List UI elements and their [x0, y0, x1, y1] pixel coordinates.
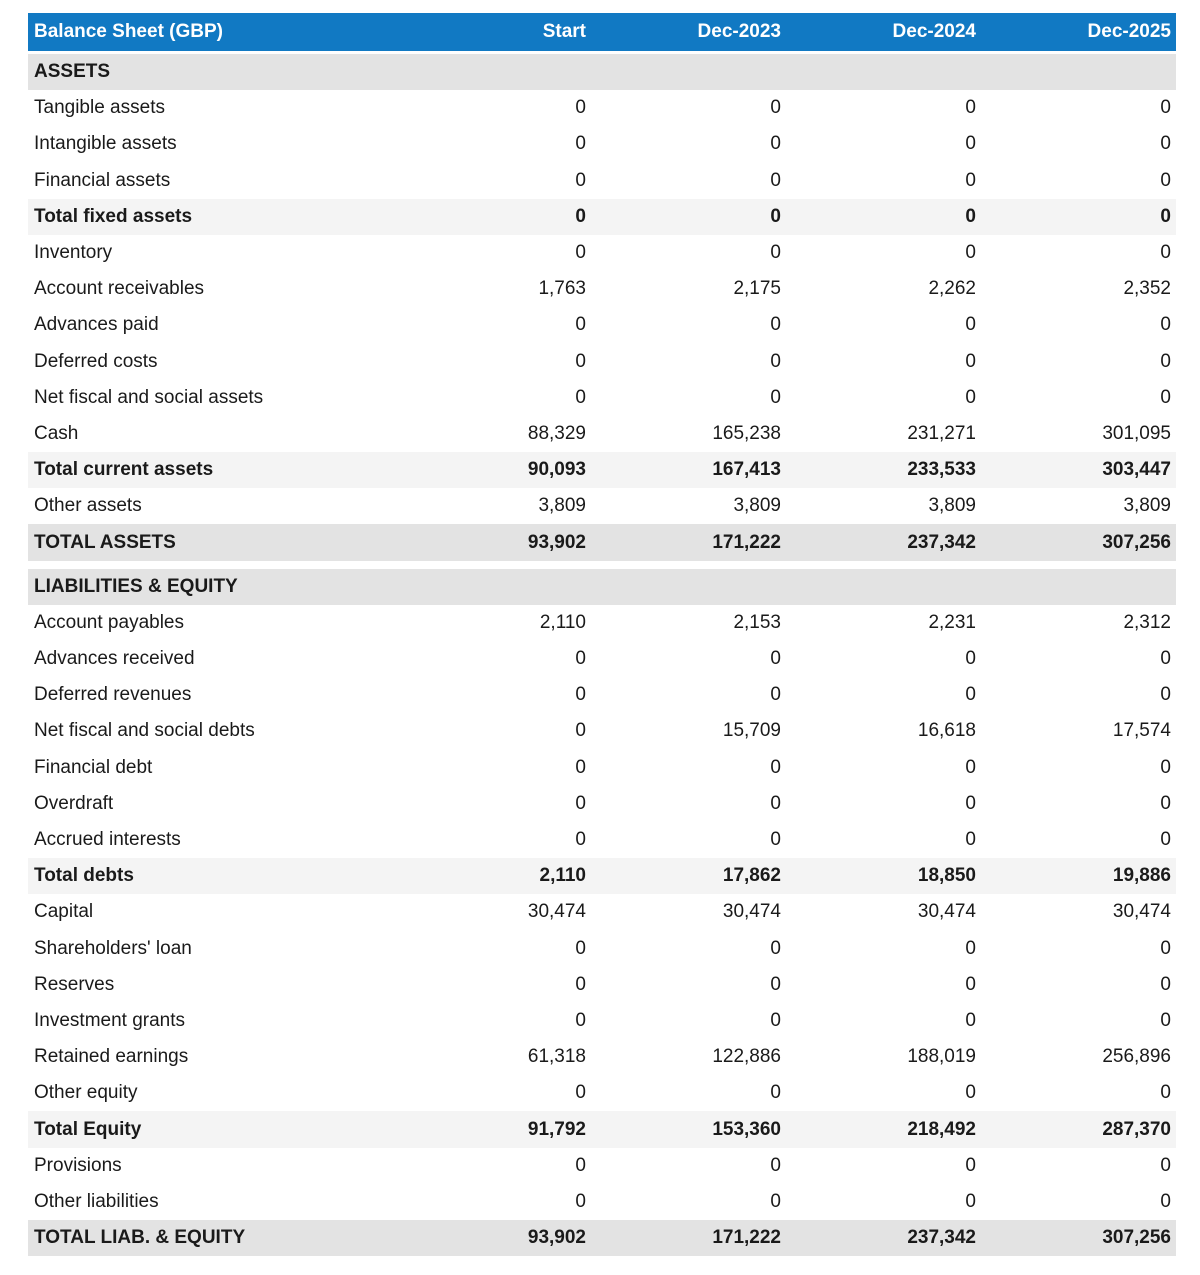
row-label: ASSETS — [34, 61, 111, 83]
total-row — [28, 1220, 1176, 1256]
table-row — [28, 1003, 1176, 1039]
cell-value: 237,342 — [907, 531, 976, 553]
cell-value: 0 — [575, 720, 586, 742]
cell-value: 0 — [770, 1190, 781, 1212]
cell-value: 0 — [575, 1082, 586, 1104]
cell-value: 256,896 — [1102, 1046, 1171, 1068]
balance-sheet-table — [28, 13, 1176, 1256]
table-row — [28, 271, 1176, 307]
cell-value: 0 — [770, 350, 781, 372]
section-header-row — [28, 54, 1176, 90]
total-row — [28, 858, 1176, 894]
cell-value: 61,318 — [527, 1046, 586, 1068]
cell-value: 0 — [965, 973, 976, 995]
cell-value: 91,792 — [527, 1118, 586, 1140]
cell-value: 0 — [965, 205, 976, 227]
cell-value: 3,809 — [1123, 495, 1171, 517]
cell-value: 0 — [575, 684, 586, 706]
cell-value: 90,093 — [527, 459, 586, 481]
cell-value: 0 — [575, 169, 586, 191]
row-label: Total fixed assets — [34, 205, 193, 227]
cell-value: 0 — [965, 97, 976, 119]
table-row — [28, 931, 1176, 967]
cell-value: 2,262 — [928, 278, 976, 300]
row-label: Capital — [34, 901, 94, 923]
table-row — [28, 967, 1176, 1003]
row-label: Advances received — [34, 648, 195, 670]
row-label: Provisions — [34, 1154, 122, 1176]
cell-value: 2,110 — [539, 611, 586, 633]
cell-value: 0 — [770, 973, 781, 995]
cell-value: 0 — [770, 792, 781, 814]
table-row — [28, 235, 1176, 271]
table-title: Balance Sheet (GBP) — [34, 21, 223, 42]
cell-value: 301,095 — [1102, 422, 1171, 444]
cell-value: 0 — [1160, 937, 1171, 959]
cell-value: 0 — [1160, 1009, 1171, 1031]
cell-value: 1,763 — [538, 278, 586, 300]
cell-value: 0 — [1160, 1154, 1171, 1176]
cell-value: 88,329 — [527, 422, 586, 444]
cell-value: 2,153 — [733, 611, 781, 633]
cell-value: 0 — [965, 937, 976, 959]
cell-value: 0 — [965, 792, 976, 814]
cell-value: 0 — [770, 133, 781, 155]
table-row — [28, 1075, 1176, 1111]
table-row — [28, 488, 1176, 524]
row-label: Net fiscal and social assets — [34, 386, 264, 408]
cell-value: 2,312 — [1123, 611, 1171, 633]
cell-value: 0 — [1160, 973, 1171, 995]
cell-value: 0 — [965, 648, 976, 670]
column-header: Dec-2023 — [697, 21, 781, 42]
cell-value: 0 — [575, 937, 586, 959]
cell-value: 0 — [965, 1082, 976, 1104]
cell-value: 2,110 — [539, 865, 586, 887]
cell-value: 0 — [1160, 756, 1171, 778]
row-label: Shareholders' loan — [34, 937, 192, 959]
cell-value: 0 — [1160, 1190, 1171, 1212]
cell-value: 0 — [1160, 133, 1171, 155]
table-row — [28, 786, 1176, 822]
table-row — [28, 90, 1176, 126]
cell-value: 0 — [770, 205, 781, 227]
total-row — [28, 199, 1176, 235]
cell-value: 3,809 — [928, 495, 976, 517]
total-row — [28, 1111, 1176, 1147]
cell-value: 122,886 — [712, 1046, 781, 1068]
total-row — [28, 524, 1176, 560]
row-label: Intangible assets — [34, 133, 177, 155]
cell-value: 0 — [575, 829, 586, 851]
row-label: Net fiscal and social debts — [34, 720, 255, 742]
cell-value: 2,231 — [928, 611, 976, 633]
cell-value: 30,474 — [722, 901, 781, 923]
cell-value: 0 — [770, 756, 781, 778]
column-header: Start — [542, 21, 586, 42]
row-label: Financial debt — [34, 756, 153, 778]
row-label: Advances paid — [34, 314, 159, 336]
cell-value: 0 — [1160, 792, 1171, 814]
cell-value: 30,474 — [527, 901, 586, 923]
row-label: Deferred revenues — [34, 684, 192, 706]
cell-value: 3,809 — [538, 495, 586, 517]
cell-value: 0 — [965, 386, 976, 408]
cell-value: 0 — [575, 97, 586, 119]
row-label: Cash — [34, 422, 79, 444]
cell-value: 0 — [965, 756, 976, 778]
cell-value: 171,222 — [712, 531, 781, 553]
cell-value: 16,618 — [917, 720, 976, 742]
table-row — [28, 894, 1176, 930]
cell-value: 93,902 — [527, 1227, 586, 1249]
table-row — [28, 126, 1176, 162]
cell-value: 165,238 — [712, 422, 781, 444]
cell-value: 0 — [770, 314, 781, 336]
table-header — [28, 13, 1176, 51]
row-label: Account payables — [34, 611, 184, 633]
cell-value: 0 — [965, 314, 976, 336]
cell-value: 0 — [1160, 314, 1171, 336]
row-label: Total Equity — [34, 1118, 142, 1140]
row-label: Retained earnings — [34, 1046, 189, 1068]
cell-value: 0 — [965, 133, 976, 155]
cell-value: 0 — [575, 1154, 586, 1176]
cell-value: 0 — [575, 792, 586, 814]
cell-value: 0 — [1160, 350, 1171, 372]
cell-value: 17,862 — [722, 865, 781, 887]
cell-value: 0 — [1160, 1082, 1171, 1104]
total-row — [28, 452, 1176, 488]
row-label: Other liabilities — [34, 1190, 159, 1212]
cell-value: 307,256 — [1102, 1227, 1171, 1249]
cell-value: 2,352 — [1123, 278, 1171, 300]
cell-value: 0 — [1160, 648, 1171, 670]
cell-value: 171,222 — [712, 1227, 781, 1249]
cell-value: 237,342 — [907, 1227, 976, 1249]
cell-value: 188,019 — [907, 1046, 976, 1068]
cell-value: 303,447 — [1102, 459, 1171, 481]
cell-value: 231,271 — [907, 422, 976, 444]
cell-value: 0 — [575, 648, 586, 670]
cell-value: 0 — [965, 169, 976, 191]
cell-value: 15,709 — [722, 720, 781, 742]
cell-value: 0 — [1160, 684, 1171, 706]
cell-value: 0 — [770, 1154, 781, 1176]
cell-value: 0 — [575, 133, 586, 155]
cell-value: 0 — [770, 242, 781, 264]
cell-value: 0 — [965, 1009, 976, 1031]
cell-value: 3,809 — [733, 495, 781, 517]
cell-value: 0 — [770, 829, 781, 851]
row-label: Reserves — [34, 973, 115, 995]
cell-value: 0 — [575, 314, 586, 336]
cell-value: 0 — [770, 937, 781, 959]
cell-value: 233,533 — [907, 459, 976, 481]
column-header: Dec-2025 — [1087, 21, 1171, 42]
cell-value: 0 — [1160, 829, 1171, 851]
column-header: Dec-2024 — [892, 21, 976, 42]
table-row — [28, 1148, 1176, 1184]
row-label: Total current assets — [34, 459, 214, 481]
cell-value: 0 — [965, 242, 976, 264]
cell-value: 17,574 — [1112, 720, 1171, 742]
cell-value: 0 — [770, 1082, 781, 1104]
row-label: Financial assets — [34, 169, 171, 191]
row-label: TOTAL ASSETS — [34, 531, 176, 553]
cell-value: 19,886 — [1112, 865, 1171, 887]
cell-value: 287,370 — [1102, 1118, 1171, 1140]
table-row — [28, 416, 1176, 452]
cell-value: 0 — [1160, 169, 1171, 191]
cell-value: 0 — [965, 829, 976, 851]
table-row — [28, 1184, 1176, 1220]
row-label: Other assets — [34, 495, 142, 517]
cell-value: 0 — [575, 242, 586, 264]
cell-value: 0 — [1160, 205, 1171, 227]
table-body — [28, 54, 1176, 1256]
row-label: LIABILITIES & EQUITY — [34, 575, 238, 597]
row-label: Inventory — [34, 242, 113, 264]
row-label: TOTAL LIAB. & EQUITY — [34, 1227, 246, 1249]
table-row — [28, 677, 1176, 713]
table-row — [28, 1039, 1176, 1075]
cell-value: 0 — [575, 386, 586, 408]
row-label: Investment grants — [34, 1009, 186, 1031]
cell-value: 0 — [1160, 386, 1171, 408]
cell-value: 0 — [965, 684, 976, 706]
cell-value: 18,850 — [917, 865, 976, 887]
table-row — [28, 163, 1176, 199]
cell-value: 2,175 — [733, 278, 781, 300]
cell-value: 218,492 — [907, 1118, 976, 1140]
row-label: Total debts — [34, 865, 134, 887]
table-row — [28, 605, 1176, 641]
cell-value: 153,360 — [712, 1118, 781, 1140]
cell-value: 307,256 — [1102, 531, 1171, 553]
cell-value: 0 — [575, 756, 586, 778]
cell-value: 93,902 — [527, 531, 586, 553]
row-label: Accrued interests — [34, 829, 181, 851]
cell-value: 0 — [770, 1009, 781, 1031]
cell-value: 0 — [965, 1190, 976, 1212]
cell-value: 0 — [575, 1190, 586, 1212]
cell-value: 0 — [575, 1009, 586, 1031]
cell-value: 0 — [770, 684, 781, 706]
table-row — [28, 750, 1176, 786]
row-label: Other equity — [34, 1082, 138, 1104]
cell-value: 0 — [770, 648, 781, 670]
cell-value: 0 — [770, 386, 781, 408]
cell-value: 0 — [965, 350, 976, 372]
cell-value: 0 — [1160, 97, 1171, 119]
cell-value: 30,474 — [1112, 901, 1171, 923]
table-row — [28, 822, 1176, 858]
cell-value: 0 — [575, 205, 586, 227]
cell-value: 0 — [770, 97, 781, 119]
cell-value: 30,474 — [917, 901, 976, 923]
table-row — [28, 307, 1176, 343]
cell-value: 0 — [575, 973, 586, 995]
table-row — [28, 713, 1176, 749]
cell-value: 0 — [1160, 242, 1171, 264]
cell-value: 0 — [770, 169, 781, 191]
table-row — [28, 344, 1176, 380]
row-label: Deferred costs — [34, 350, 158, 372]
table-row — [28, 380, 1176, 416]
table-row — [28, 641, 1176, 677]
section-header-row — [28, 569, 1176, 605]
cell-value: 167,413 — [712, 459, 781, 481]
cell-value: 0 — [575, 350, 586, 372]
row-label: Tangible assets — [34, 97, 165, 119]
cell-value: 0 — [965, 1154, 976, 1176]
row-label: Account receivables — [34, 278, 205, 300]
row-label: Overdraft — [34, 792, 114, 814]
